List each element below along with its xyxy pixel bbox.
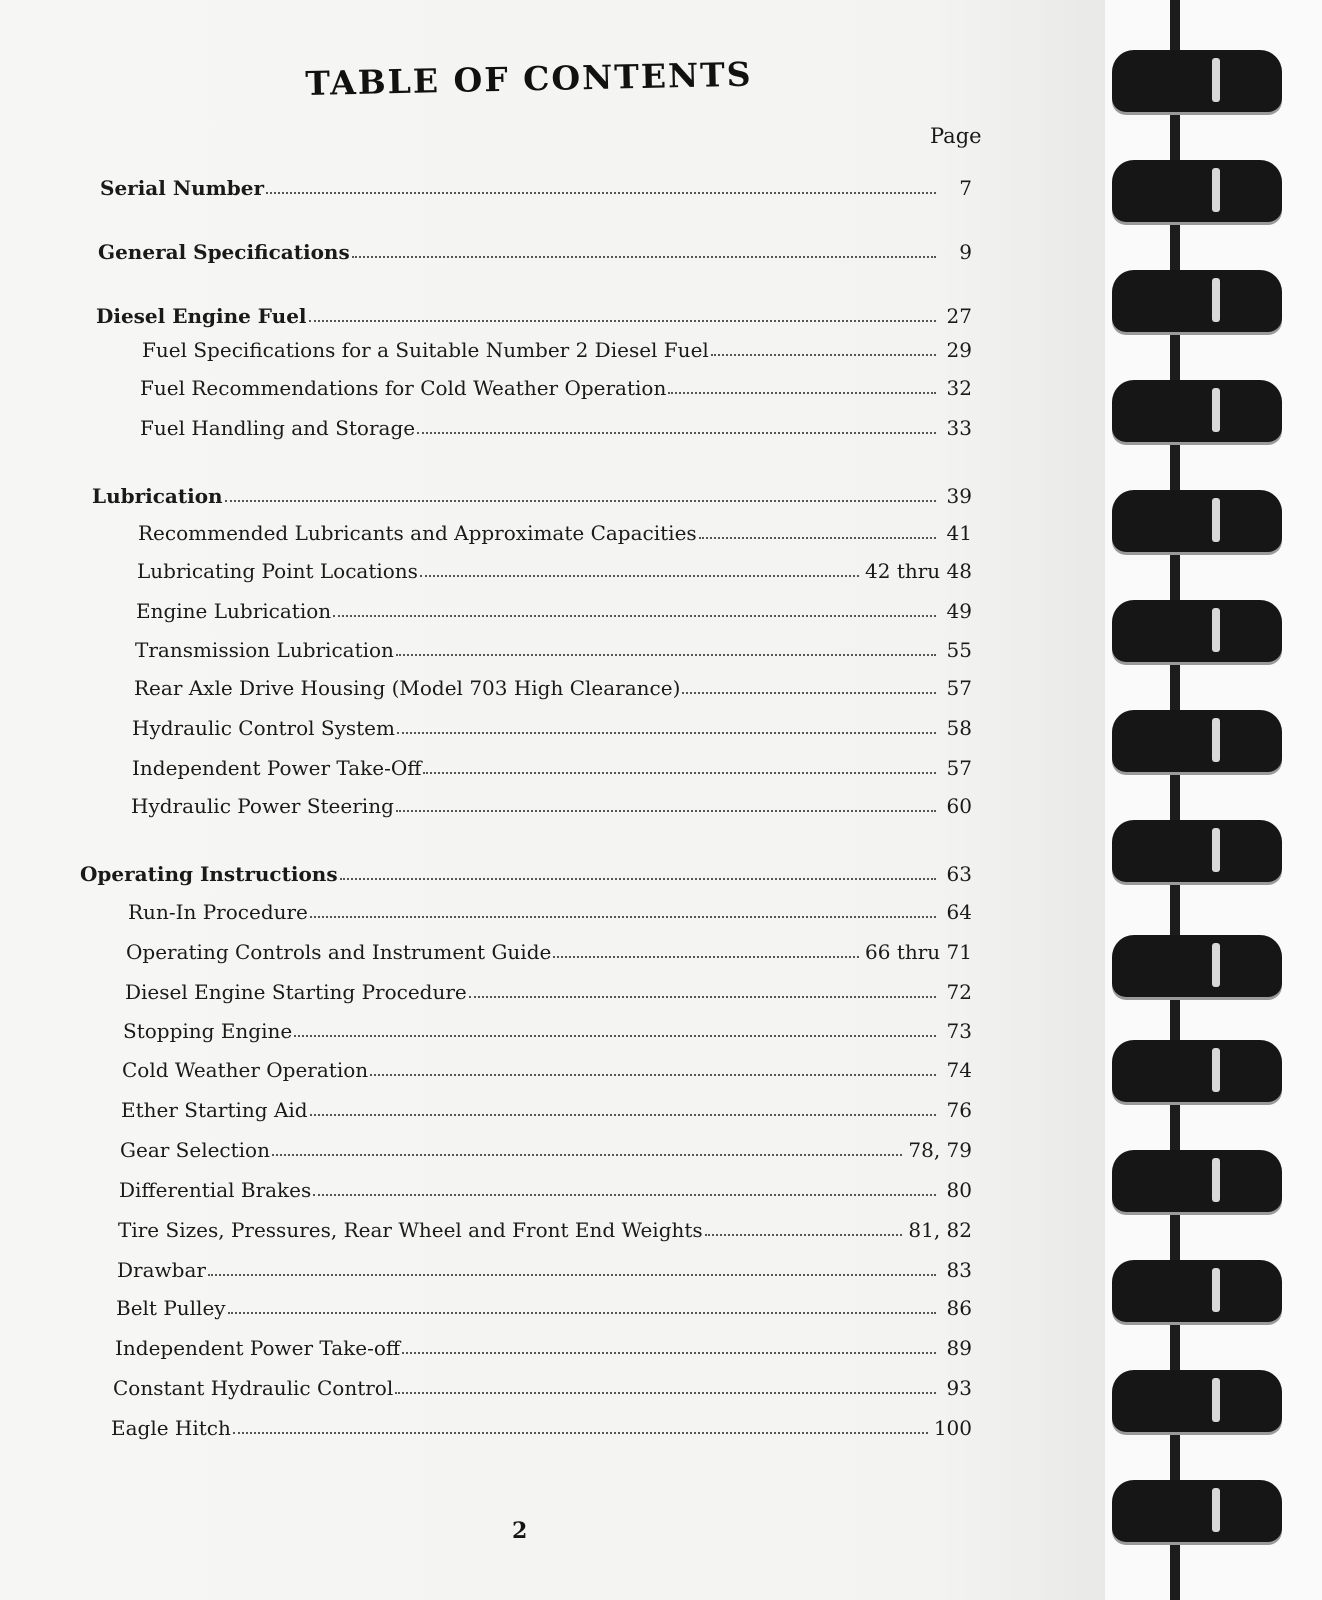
dot-leader <box>208 1274 936 1276</box>
toc-entry-page: 60 <box>946 794 972 818</box>
toc-entry-page: 93 <box>946 1376 972 1400</box>
toc-entry-page: 64 <box>946 900 972 924</box>
toc-entry <box>131 788 972 818</box>
toc-entry-page: 42 thru 48 <box>865 559 972 583</box>
dot-leader <box>266 192 936 194</box>
binding-coil <box>1112 490 1282 552</box>
toc-entry-page: 57 <box>946 676 972 700</box>
toc-entry <box>128 894 972 924</box>
page-title: TABLE OF CONTENTS <box>305 54 753 103</box>
dot-leader <box>352 256 936 258</box>
toc-entry-label: General Specifications <box>98 240 350 264</box>
dot-leader <box>397 732 936 734</box>
toc-entry <box>80 856 972 886</box>
dot-leader <box>228 1312 936 1314</box>
dot-leader <box>705 1234 903 1236</box>
toc-entry-page: 78, 79 <box>908 1138 972 1162</box>
toc-entry-label: Lubricating Point Locations <box>137 559 418 583</box>
toc-entry-label: Stopping Engine <box>123 1019 293 1043</box>
toc-entry <box>136 593 972 623</box>
toc-entry <box>98 234 972 264</box>
toc-entry <box>121 1092 972 1122</box>
toc-entry-label: Transmission Lubrication <box>135 638 394 662</box>
toc-entry <box>137 553 972 583</box>
toc-entry-page: 100 <box>933 1416 972 1440</box>
toc-entry-page: 9 <box>959 240 972 264</box>
dot-leader <box>233 1432 928 1434</box>
toc-entry <box>120 1132 972 1162</box>
toc-entry-label: Rear Axle Drive Housing (Model 703 High Clearance) <box>134 676 681 700</box>
binding-coil <box>1112 50 1282 112</box>
toc-entry-page: 89 <box>946 1336 972 1360</box>
toc-entry-page: 57 <box>946 756 972 780</box>
binding-coil <box>1112 160 1282 222</box>
toc-entry-label: Drawbar <box>117 1258 206 1282</box>
toc-entry-label: Run-In Procedure <box>128 900 308 924</box>
toc-entry-label: Gear Selection <box>120 1138 270 1162</box>
toc-entry-page: 27 <box>946 304 972 328</box>
toc-entry-page: 80 <box>946 1178 972 1202</box>
binding-coil <box>1112 380 1282 442</box>
toc-entry-page: 66 thru 71 <box>865 940 972 964</box>
toc-entry-label: Tire Sizes, Pressures, Rear Wheel and Front End Weights <box>118 1218 703 1242</box>
dot-leader <box>294 1035 936 1037</box>
dot-leader <box>310 916 936 918</box>
toc-entry-page: 32 <box>946 376 972 400</box>
toc-entry-label: Eagle Hitch <box>111 1416 231 1440</box>
toc-entry <box>119 1172 972 1202</box>
dot-leader <box>333 615 936 617</box>
toc-entry-page: 41 <box>946 521 972 545</box>
binding-coil <box>1112 820 1282 882</box>
dot-leader <box>553 956 859 958</box>
dot-leader <box>370 1074 936 1076</box>
toc-entry <box>96 298 972 328</box>
toc-entry-page: 33 <box>946 416 972 440</box>
toc-entry-page: 83 <box>946 1258 972 1282</box>
toc-entry-page: 49 <box>946 599 972 623</box>
dot-leader <box>420 575 859 577</box>
binding-coil <box>1112 710 1282 772</box>
toc-entry <box>142 332 972 362</box>
toc-entry <box>113 1370 972 1400</box>
dot-leader <box>310 1114 936 1116</box>
toc-entry-page: 55 <box>946 638 972 662</box>
toc-entry <box>134 670 972 700</box>
toc-entry <box>135 632 972 662</box>
toc-entry-label: Fuel Handling and Storage <box>140 416 416 440</box>
spiral-binding <box>1105 0 1322 1600</box>
toc-entry <box>118 1212 972 1242</box>
toc-entry-page: 74 <box>946 1058 972 1082</box>
binding-coil <box>1112 270 1282 332</box>
toc-entry <box>116 1290 972 1320</box>
toc-entry-label: Independent Power Take-Off <box>132 756 422 780</box>
toc-entry-page: 63 <box>946 862 972 886</box>
dot-leader <box>699 537 936 539</box>
dot-leader <box>396 654 936 656</box>
toc-entry-label: Serial Number <box>100 176 265 200</box>
dot-leader <box>225 500 936 502</box>
toc-entry-page: 58 <box>946 716 972 740</box>
dot-leader <box>313 1194 936 1196</box>
dot-leader <box>272 1154 902 1156</box>
toc-entry <box>132 750 972 780</box>
toc-entry-page: 86 <box>946 1296 972 1320</box>
toc-entry-label: Differential Brakes <box>119 1178 312 1202</box>
toc-entry-label: Diesel Engine Starting Procedure <box>125 980 467 1004</box>
dot-leader <box>711 354 936 356</box>
toc-entry-page: 7 <box>959 176 972 200</box>
toc-entry <box>123 1013 972 1043</box>
toc-entry-label: Fuel Specifications for a Suitable Number 2 Diesel Fuel <box>142 338 709 362</box>
toc-entry <box>111 1410 972 1440</box>
toc-entry <box>117 1252 972 1282</box>
binding-coil <box>1112 1260 1282 1322</box>
dot-leader <box>682 692 936 694</box>
binding-coil <box>1112 935 1282 997</box>
toc-entry-label: Cold Weather Operation <box>122 1058 369 1082</box>
toc-entry <box>115 1330 972 1360</box>
toc-entry <box>140 370 972 400</box>
toc-entry-label: Recommended Lubricants and Approximate Capacities <box>138 521 697 545</box>
toc-entry-label: Fuel Recommendations for Cold Weather Operation <box>140 376 667 400</box>
dot-leader <box>340 878 936 880</box>
binding-coil <box>1112 600 1282 662</box>
dot-leader <box>417 432 936 434</box>
footer-page-number: 2 <box>512 1518 528 1544</box>
binding-coil <box>1112 1150 1282 1212</box>
dot-leader <box>396 810 936 812</box>
dot-leader <box>395 1392 936 1394</box>
toc-entry <box>132 710 972 740</box>
dot-leader <box>469 996 936 998</box>
toc-entry-page: 76 <box>946 1098 972 1122</box>
dot-leader <box>423 772 936 774</box>
toc-entry-page: 39 <box>946 484 972 508</box>
toc-entry-label: Operating Controls and Instrument Guide <box>126 940 552 964</box>
toc-entry-label: Hydraulic Power Steering <box>131 794 394 818</box>
toc-entry-label: Engine Lubrication <box>136 599 332 623</box>
toc-entry-label: Lubrication <box>92 484 223 508</box>
toc-entry-page: 73 <box>946 1019 972 1043</box>
binding-coil <box>1112 1040 1282 1102</box>
toc-entry-label: Independent Power Take-off <box>115 1336 401 1360</box>
dot-leader <box>402 1352 936 1354</box>
toc-entry <box>126 934 972 964</box>
toc-entry-label: Constant Hydraulic Control <box>113 1376 394 1400</box>
page-column-header: Page <box>930 124 982 148</box>
toc-entry-label: Diesel Engine Fuel <box>96 304 307 328</box>
toc-entry-label: Operating Instructions <box>80 862 338 886</box>
toc-entry <box>140 410 972 440</box>
toc-entry <box>138 515 972 545</box>
toc-entry <box>100 170 972 200</box>
toc-entry <box>122 1052 972 1082</box>
dot-leader <box>309 320 936 322</box>
dot-leader <box>668 392 936 394</box>
binding-spine <box>1170 0 1180 1600</box>
toc-entry-label: Ether Starting Aid <box>121 1098 308 1122</box>
toc-entry <box>125 974 972 1004</box>
toc-entry <box>92 478 972 508</box>
toc-entry-page: 81, 82 <box>908 1218 972 1242</box>
binding-coil <box>1112 1370 1282 1432</box>
toc-entry-label: Belt Pulley <box>116 1296 226 1320</box>
toc-entry-page: 29 <box>946 338 972 362</box>
toc-entry-page: 72 <box>946 980 972 1004</box>
toc-entry-label: Hydraulic Control System <box>132 716 395 740</box>
binding-coil <box>1112 1480 1282 1542</box>
